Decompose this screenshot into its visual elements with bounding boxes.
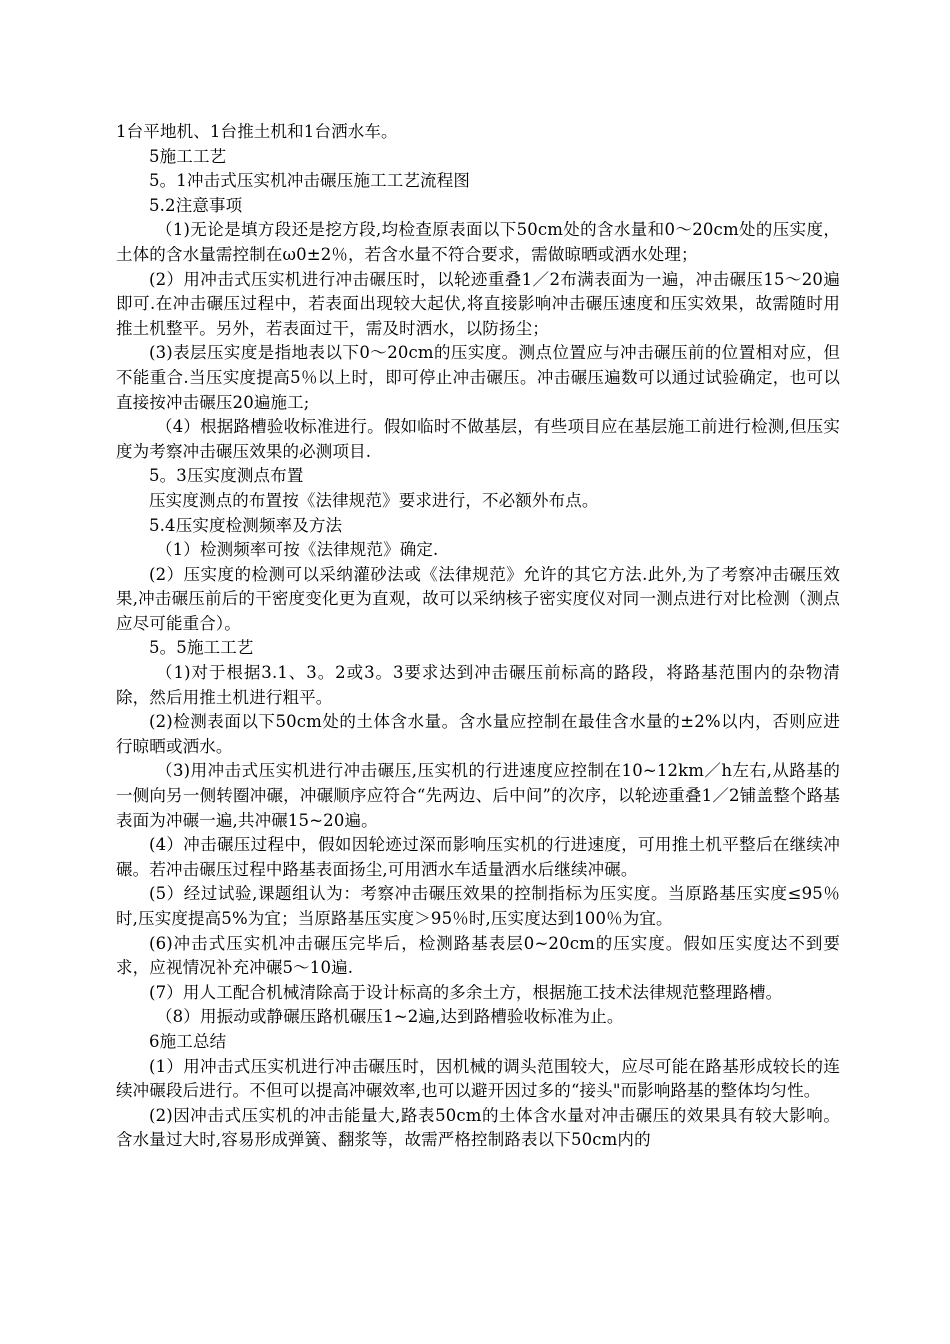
heading-5-5-construction-process: 5。5施工工艺 [149,638,254,658]
paragraph-precaution-3: (3)表层压实度是指地表以下0～20cm的压实度。测点位置应与冲击碾压前的位置相对应，但不能重合.当压实度提高5％以上时，即可停止冲击碾压。冲击碾压遍数可以通过试验确定，也可以直接按冲击碾压20遍施工; [116,343,840,412]
paragraph-test-frequency-1: （1）检测频率可按《法律规范》确定. [156,540,439,560]
heading-construction-process: 5施工工艺 [149,146,227,166]
paragraph-summary-2: (2)因冲击式压实机的冲击能量大,路表50cm的土体含水量对冲击碾压的效果具有较大影响。含水量过大时,容易形成弹簧、翻浆等，故需严格控制路表以下50cm内的 [116,1105,840,1150]
heading-5-1-flowchart: 5。1冲击式压实机冲击碾压施工工艺流程图 [149,171,470,191]
document-body [116,120,840,1153]
paragraph-precaution-4: （4）根据路槽验收标准进行。假如临时不做基层，有些项目应在基层施工前进行检测,但压实度为考察冲击碾压效果的必测项目. [116,417,840,461]
paragraph-process-8: （8）用振动或静碾压路机碾压1~2遍,达到路槽验收标准为止。 [156,1007,624,1027]
paragraph-process-4: (4）冲击碾压过程中，假如因轮迹过深而影响压实机的行进速度，可用推土机平整后在继续冲碾。若冲击碾压过程中路基表面扬尘,可用洒水车适量洒水后继续冲碾。 [116,835,840,879]
paragraph-equipment-list: 1台平地机、1台推土机和1台洒水车。 [116,122,398,141]
paragraph-process-6: (6)冲击式压实机冲击碾压完毕后，检测路基表层0~20cm的压实度。假如压实度达不到要求，应视情况补充冲碾5～10遍. [116,933,840,978]
heading-6-summary: 6施工总结 [149,1031,227,1051]
paragraph-process-7: (7）用人工配合机械清除高于设计标高的多余土方，根据施工技术法律规范整理路槽。 [149,982,783,1002]
paragraph-process-3: （3)用冲击式压实机进行冲击碾压,压实机的行进速度应控制在10~12km／h左右,从路基的一侧向另一侧转圈冲碾，冲碾顺序应符合“先两边、后中间”的次序，以轮迹重叠1／2铺盖整个路基表面为冲碾一遍,共冲碾15~20遍。 [116,761,840,830]
paragraph-process-5: (5）经过试验,课题组认为：考察冲击碾压效果的控制指标为压实度。当原路基压实度≤95％时,压实度提高5%为宜；当原路基压实度＞95％时,压实度达到100％为宜。 [116,884,840,928]
paragraph-summary-1: (1）用冲击式压实机进行冲击碾压时，因机械的调头范围较大，应尽可能在路基形成较长的连续冲碾段后进行。不但可以提高冲碾效率,也可以避开因过多的“接头"而影响路基的整体均匀性。 [116,1056,840,1101]
paragraph-process-1: （1)对于根据3.1、3。2或3。3要求达到冲击碾压前标高的路段，将路基范围内的杂物清除，然后用推土机进行粗平。 [116,663,840,707]
heading-5-3-test-points: 5。3压实度测点布置 [149,466,304,486]
heading-5-4-test-frequency: 5.4压实度检测频率及方法 [149,515,343,535]
paragraph-precaution-2: (2）用冲击式压实机进行冲击碾压时，以轮迹重叠1／2布满表面为一遍，冲击碾压15～20遍即可.在冲击碾压过程中，若表面出现较大起伏,将直接影响冲击碾压速度和压实效果，故需随时用推土机整平。另外，若表面过干，需及时洒水，以防扬尘； [116,269,840,338]
paragraph-process-2: (2)检测表面以下50cm处的土体含水量。含水量应控制在最佳含水量的±2%以内，否则应进行晾晒或洒水。 [116,712,840,756]
heading-5-2-precautions: 5.2注意事项 [149,195,243,215]
paragraph-test-frequency-2: (2）压实度的检测可以采纳灌砂法或《法律规范》允许的其它方法.此外,为了考察冲击碾压效果,冲击碾压前后的干密度变化更为直观，故可以采纳核子密实度仪对同一测点进行对比检测（测点应尽可能重合）。 [116,564,840,633]
paragraph-test-point-layout: 压实度测点的布置按《法律规范》要求进行，不必额外布点。 [149,490,599,510]
paragraph-precaution-1: （1)无论是填方段还是挖方段,均检查原表面以下50cm处的含水量和0～20cm处的压实度，土体的含水量需控制在ω0±2％，若含水量不符合要求，需做晾晒或洒水处理； [116,220,840,264]
